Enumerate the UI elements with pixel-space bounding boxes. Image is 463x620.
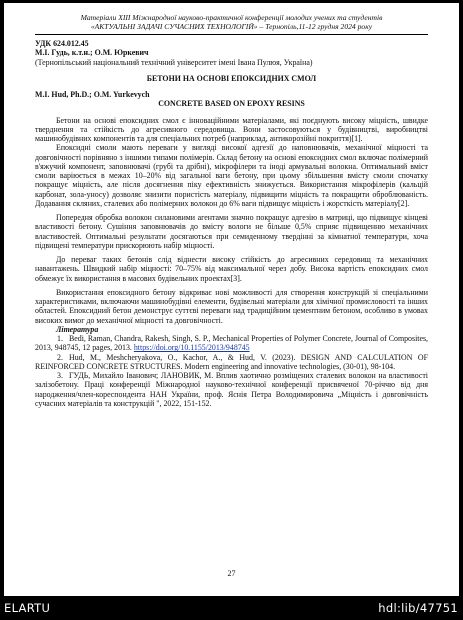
reference-item xyxy=(35,371,428,408)
reference-number: 3. xyxy=(57,371,63,380)
paragraph-4: До переваг таких бетонів слід віднести високу стійкість до агресивних середовищ та механічних навантажень. Швидкий набір міцності: 70–75% від максимальної через добу. Висока вартість епоксидних смол обмежує їх використання в масових будівельних проектах[3]. xyxy=(35,255,428,283)
authors-en: M.I. Hud, Ph.D.; O.M. Yurkevych xyxy=(35,90,150,99)
references-heading: Література xyxy=(56,324,99,334)
authors-ua: М.І. Гудь, к.т.н.; О.М. Юркевич xyxy=(35,48,149,58)
footer-handle: hdl:lib/47751 xyxy=(378,601,458,615)
running-header xyxy=(35,13,428,35)
affiliation-ua: (Тернопільський національний технічний університет імені Івана Пулюя, Україна) xyxy=(35,57,313,67)
reference-text: ГУДЬ, Михайло Іванович; ЛАНОВИК, М. Вплив хаотично розміщених сталевих волокон на властивості залізобетону. Праці конференції Міжнародної науково-технічної конференції присвяченої 70-річчю від дня народження/член-кореспондента НАН України, проф. Яснія Петра Володимировича „Міцність і довговічність сучасних матеріалів та конструкцій ", 2022, 151-152. xyxy=(35,371,428,408)
reference-number: 1. xyxy=(57,334,63,343)
reference-text: Bedi, Raman, Chandra, Rakesh, Singh, S. P., Mechanical Properties of Polymer Concrete, Journal of Composites, 2013, 948745, 12 pages, 2013. xyxy=(35,334,428,353)
document-page xyxy=(4,3,459,596)
udc-code: УДК 624.012.45 xyxy=(35,39,89,48)
title-en: CONCRETE BASED ON EPOXY RESINS xyxy=(158,99,305,109)
page-number: 27 xyxy=(227,569,236,578)
reference-number: 2. xyxy=(57,352,63,362)
reference-item xyxy=(35,334,428,353)
paragraph-2: Епоксидні смоли мають переваги у вигляді високої адгезії до наповнювачів, механічної міцності та довговічності порівняно з іншими типами полімерів. Склад бетону на основі епоксидних смол включає полімерний в'яжучий компонент, заповнювачі (грубі та дрібні), мікрофілери та іноді армувальні волокна. Оптимальний вміст смоли варіюється в межах 10–20% від загальної ваги бетону, при цьому збільшення вмісту смоли спочатку покращує міцність, але після досягнення піку ефективність знижується. Використання мікрофілерів (кальцій карбонат, зола-уносу) дозволяє знизити пористість матеріалу, підвищити міцність та покращити оброблюваність. Додавання скляних, сталевих або полімерних волокон до 6% ваги підвищує міцність і жорсткість матеріалу[2]. xyxy=(35,143,428,208)
reference-text: Hud, M., Meshcheryakova, O., Kachor, A., & Hud, V. (2023). DESIGN AND CALCULATION OF REINFORCED CONCRETE STRUCTURES. Modern engineering and innovative technologies, (30-01), 98-104. xyxy=(35,352,428,371)
paragraph-3: Попередня обробка волокон силановими агентами значно покращує адгезію в матриці, що підвищує кінцеві властивості бетону. Сушіння заповнювачів до вмісту вологи не більше 0,5% сприяє підвищенню механічних властивостей. Оптимальні результати досягаються при семиденному твердінні за кімнатної температури, хоча підвищені температури прискорюють набір міцності. xyxy=(35,213,428,250)
title-ua: БЕТОНИ НА ОСНОВІ ЕПОКСИДНИХ СМОЛ xyxy=(146,73,317,83)
header-line-2: «АКТУАЛЬНІ ЗАДАЧІ СУЧАСНИХ ТЕХНОЛОГІЙ» – Тернопіль,11-12 грудня 2024 року xyxy=(90,22,373,31)
paragraph-5: Використання епоксидного бетону відкриває нові можливості для створення конструкцій зі спеціальними характеристиками, включаючи машинобудівні елементи, будівельні матеріали для хімічної промисловості та інших областей. Епоксидний бетон демонструє суттєві переваги над традиційним цементним бетоном, особливо в умовах високих вимог до механічної міцності та довговічності. xyxy=(35,287,428,325)
paragraph-1: Бетони на основі епоксидних смол є інноваційними матеріалами, які поєднують високу міцність, швидке тверднення та стійкість до агресивного середовища. Вони застосовуються у будівництві, виробництві машинобудівних компонентів та для спеціальних потреб (наприклад, антикорозійні покриття)[1]. xyxy=(35,115,428,143)
reference-item xyxy=(35,353,428,372)
reference-doi-link[interactable]: https://doi.org/10.1155/2013/948745 xyxy=(133,343,250,353)
header-line-1: Матеріали XIII Міжнародної науково-практичної конференції молодих учених та студентів xyxy=(80,13,383,22)
footer-repository-label: ELARTU xyxy=(4,601,51,615)
